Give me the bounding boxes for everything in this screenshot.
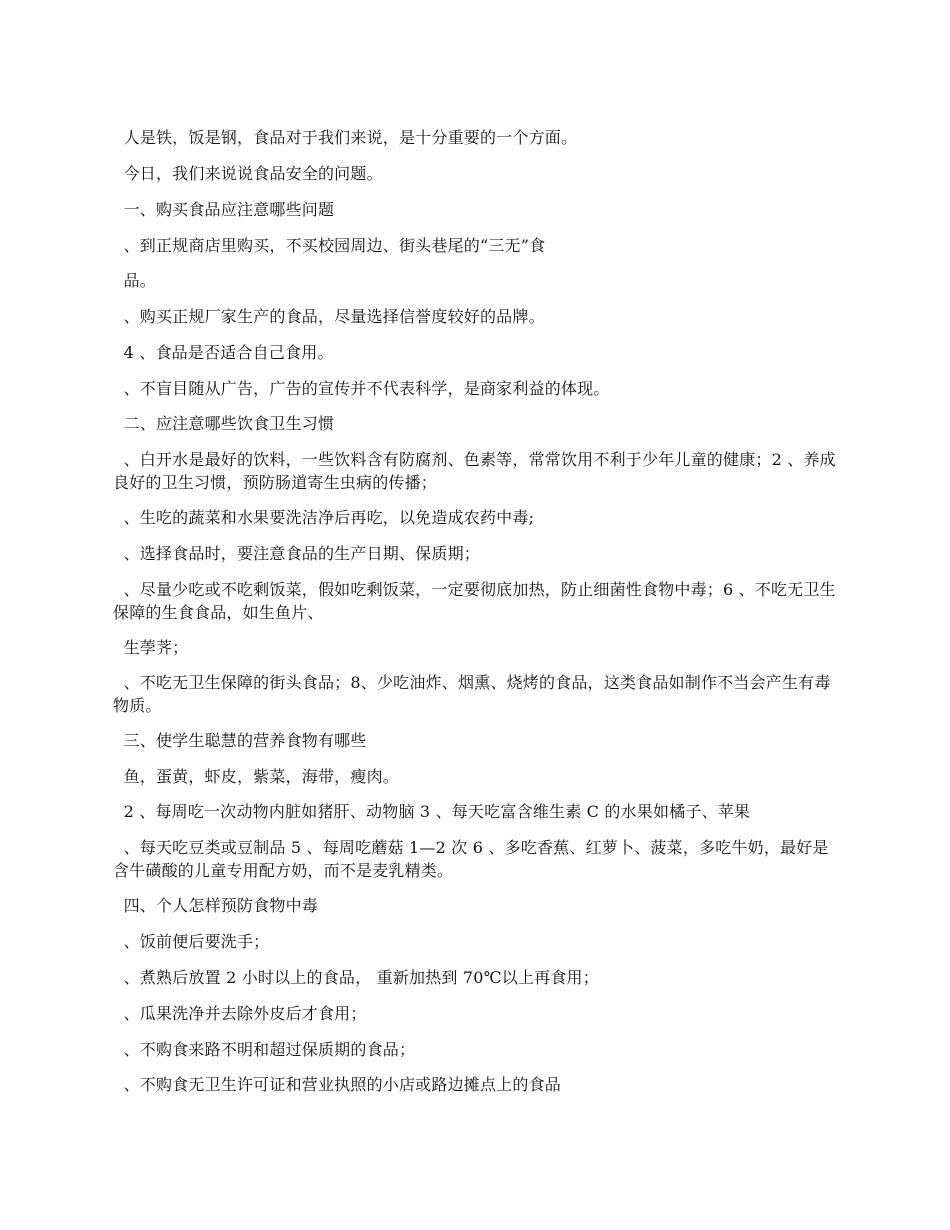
paragraph-item: 、瓜果洗净并去除外皮后才食用； [113,1004,367,1023]
paragraph-item: 、生吃的蔬菜和水果要洗洁净后再吃，以免造成农药中毒; [113,508,535,527]
paragraph-intro: 人是铁，饭是钢，食品对于我们来说，是十分重要的一个方面。 [113,128,578,147]
paragraph-item: 、白开水是最好的饮料，一些饮料含有防腐剂、色素等，常常饮用不利于少年儿童的健康；2 、养成良好的卫生习惯，预防肠道寄生虫病的传播； [113,450,836,492]
paragraph-item: 品。 [113,271,156,290]
paragraph-item: 、购买正规厂家生产的食品，尽量选择信誉度较好的品牌。 [113,307,545,326]
paragraph-item: 、到正规商店里购买，不买校园周边、街头巷尾的“三无”食 [113,236,546,255]
heading-section-3: 三、使学生聪慧的营养食物有哪些 [113,731,367,750]
heading-section-4: 四、个人怎样预防食物中毒 [113,896,318,915]
heading-section-2: 二、应注意哪些饮食卫生习惯 [113,414,335,433]
paragraph-item: 4 、食品是否适合自己食用。 [113,343,334,362]
paragraph-item: 鱼，蛋黄，虾皮，紫菜，海带，瘦肉。 [113,767,399,786]
paragraph-item: 、不盲目随从广告，广告的宣传并不代表科学，是商家利益的体现。 [113,379,610,398]
paragraph-item: 、不吃无卫生保障的街头食品；8、少吃油炸、烟熏、烧烤的食品，这类食品如制作不当会产生有毒物质。 [113,673,831,715]
paragraph-item: 、每天吃豆类或豆制品 5 、每周吃蘑菇 1—2 次 6 、多吃香蕉、红萝卜、菠菜，多吃牛奶，最好是含牛磺酸的儿童专用配方奶，而不是麦乳精类。 [113,838,829,880]
paragraph-item: 、不购食无卫生许可证和营业执照的小店或路边摊点上的食品 [113,1075,561,1094]
paragraph-item: 、煮熟后放置 2 小时以上的食品， 重新加热到 70℃以上再食用； [113,968,599,987]
heading-section-1: 一、购买食品应注意哪些问题 [113,200,335,219]
paragraph-item: 、饭前便后要洗手； [113,932,270,951]
paragraph-item: 2 、每周吃一次动物内脏如猪肝、动物脑 3 、每天吃富含维生素 C 的水果如橘子、苹果 [113,802,751,821]
paragraph-item: 、选择食品时，要注意食品的生产日期、保质期； [113,544,480,563]
paragraph-item: 、不购食来路不明和超过保质期的食品； [113,1040,416,1059]
paragraph-item: 生荸荠； [113,638,189,657]
paragraph-topic: 今日，我们来说说食品安全的问题。 [113,164,383,183]
paragraph-item: 、尽量少吃或不吃剩饭菜，假如吃剩饭菜，一定要彻底加热，防止细菌性食物中毒；6 、不吃无卫生保障的生食食品，如生鱼片、 [113,580,836,622]
